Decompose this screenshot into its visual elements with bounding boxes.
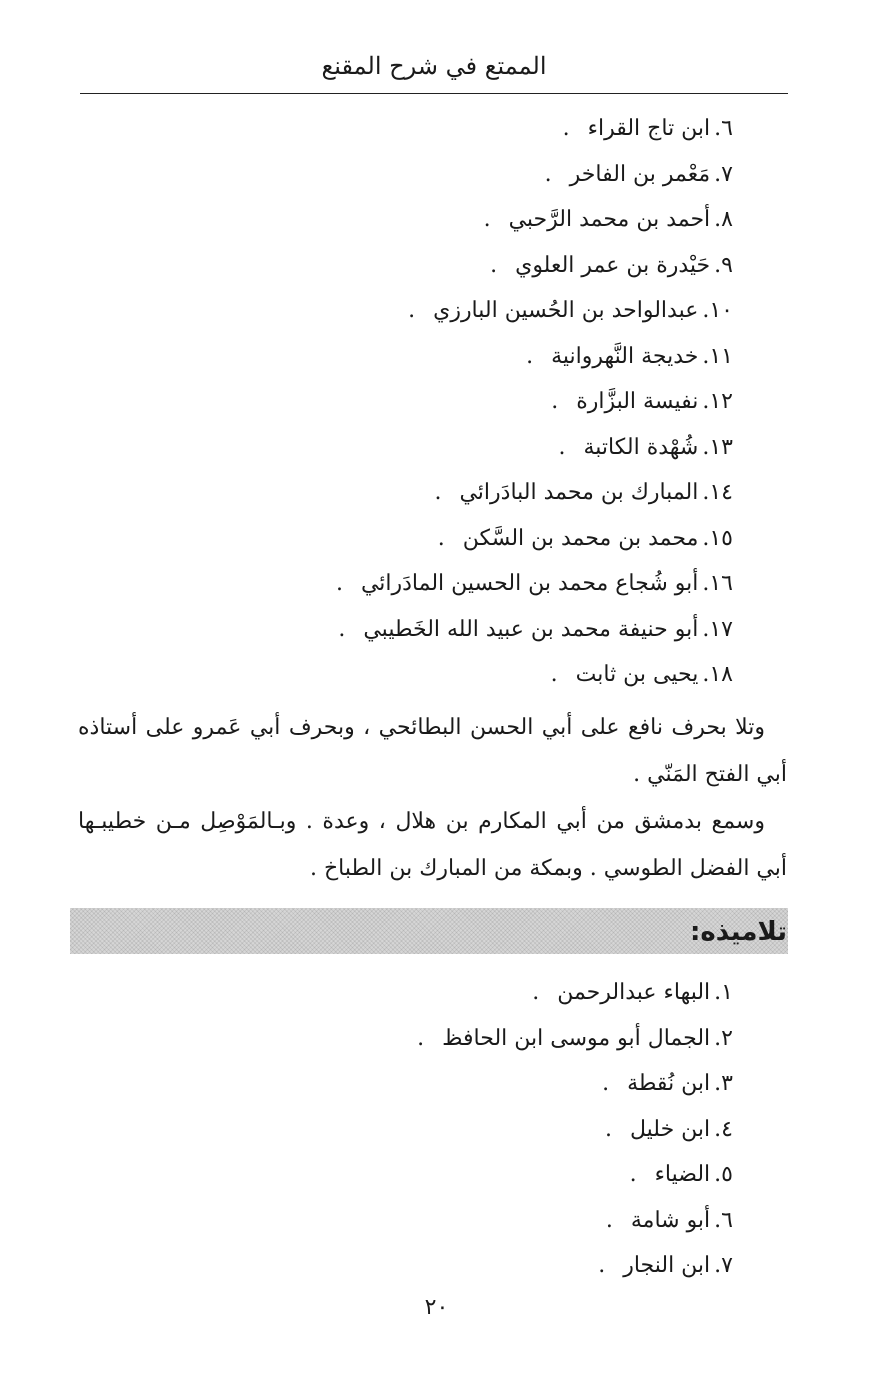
list-item: ١٨.يحيى بن ثابت. xyxy=(80,652,733,698)
list-item: ٦.أبو شامة. xyxy=(80,1198,733,1244)
item-number: ٦. xyxy=(714,116,733,141)
running-header: الممتع في شرح المقنع xyxy=(321,52,547,80)
students-list xyxy=(80,970,733,1289)
item-text: ابن خليل xyxy=(630,1116,711,1142)
page-number: ٢٠ xyxy=(424,1295,449,1320)
list-item: ٤.ابن خليل. xyxy=(80,1107,733,1153)
item-number: ٥. xyxy=(714,1162,733,1187)
item-number: ١٥. xyxy=(702,525,733,551)
item-text: حَيْدرة بن عمر العلوي xyxy=(515,252,711,278)
item-number: ١٠. xyxy=(702,298,733,323)
list-item: ٣.ابن نُقطة. xyxy=(80,1061,733,1107)
item-text: البهاء عبدالرحمن xyxy=(557,980,711,1005)
item-text: نفيسة البزَّارة xyxy=(576,389,699,414)
list-item: ١٢.نفيسة البزَّارة. xyxy=(80,379,733,425)
item-text: ابن النجار xyxy=(623,1253,711,1278)
list-item: ٧.ابن النجار. xyxy=(80,1243,733,1289)
item-text: عبدالواحد بن الحُسين البارزي xyxy=(433,298,699,323)
item-text: الجمال أبو موسى ابن الحافظ xyxy=(442,1025,711,1051)
list-item: ١٥.محمد بن محمد بن السَّكن. xyxy=(80,516,733,562)
item-text: أبو شُجاع محمد بن الحسين المادَرائي xyxy=(360,571,699,596)
item-text: خديجة النَّهروانية xyxy=(551,343,699,369)
item-number: ٩. xyxy=(714,252,733,278)
item-text: ابن نُقطة xyxy=(627,1071,711,1096)
item-number: ١٣. xyxy=(702,434,733,460)
item-text: أبو حنيفة محمد بن عبيد الله الخَطيبي xyxy=(363,616,699,642)
item-text: يحيى بن ثابت xyxy=(575,662,699,687)
hearing-paragraph: وسمع بدمشق من أبي المكارم بن هلال ، وعدة . وبـالمَوْصِل مـن خطيبـها أبي الفضل الطوسي . وبمكة من المبارك بن الطباخ . xyxy=(78,809,787,881)
item-number: ١١. xyxy=(702,343,733,369)
item-number: ٦. xyxy=(714,1207,733,1233)
header-rule xyxy=(80,93,788,94)
list-item: ٢.الجمال أبو موسى ابن الحافظ. xyxy=(80,1016,733,1062)
list-item: ١٣.شُهْدة الكاتبة. xyxy=(80,425,733,471)
item-number: ١٧. xyxy=(702,616,733,642)
item-number: ١٦. xyxy=(702,571,733,596)
item-text: محمد بن محمد بن السَّكن xyxy=(462,525,699,551)
item-number: ٨. xyxy=(714,207,733,232)
item-number: ١٤. xyxy=(702,480,733,505)
list-item: ٨.أحمد بن محمد الرَّحبي. xyxy=(80,197,733,243)
list-item: ٩.حَيْدرة بن عمر العلوي. xyxy=(80,243,733,289)
list-item: ٥.الضياء. xyxy=(80,1152,733,1198)
item-text: أحمد بن محمد الرَّحبي xyxy=(508,207,711,232)
item-number: ١. xyxy=(714,980,733,1005)
item-number: ١٨. xyxy=(702,662,733,687)
recitation-paragraph: وتلا بحرف نافع على أبي الحسن البطائحي ، وبحرف أبي عَمرو على أستاذه أبي الفتح المَنّي . xyxy=(78,715,787,787)
item-number: ١٢. xyxy=(702,389,733,414)
item-text: أبو شامة xyxy=(630,1207,711,1233)
list-item: ١٧.أبو حنيفة محمد بن عبيد الله الخَطيبي. xyxy=(80,607,733,653)
item-text: الضياء xyxy=(654,1162,711,1187)
list-item: ١٤.المبارك بن محمد البادَرائي. xyxy=(80,470,733,516)
list-item: ١١.خديجة النَّهروانية. xyxy=(80,334,733,380)
teachers-list xyxy=(80,106,733,698)
list-item: ٦.ابن تاج القراء. xyxy=(80,106,733,152)
item-text: شُهْدة الكاتبة xyxy=(583,434,699,460)
item-number: ٢. xyxy=(714,1025,733,1051)
list-item: ٧.مَعْمر بن الفاخر. xyxy=(80,152,733,198)
list-item: ١٠.عبدالواحد بن الحُسين البارزي. xyxy=(80,288,733,334)
item-number: ٧. xyxy=(714,161,733,187)
item-text: ابن تاج القراء xyxy=(587,116,711,141)
list-item: ١.البهاء عبدالرحمن. xyxy=(80,970,733,1016)
list-item: ١٦.أبو شُجاع محمد بن الحسين المادَرائي. xyxy=(80,561,733,607)
item-number: ٣. xyxy=(714,1071,733,1096)
item-text: المبارك بن محمد البادَرائي xyxy=(459,480,699,505)
item-number: ٤. xyxy=(714,1116,733,1142)
section-heading-band xyxy=(70,908,788,954)
item-text: مَعْمر بن الفاخر xyxy=(569,161,711,187)
section-heading-students: تلاميذه: xyxy=(690,917,787,947)
item-number: ٧. xyxy=(714,1253,733,1278)
